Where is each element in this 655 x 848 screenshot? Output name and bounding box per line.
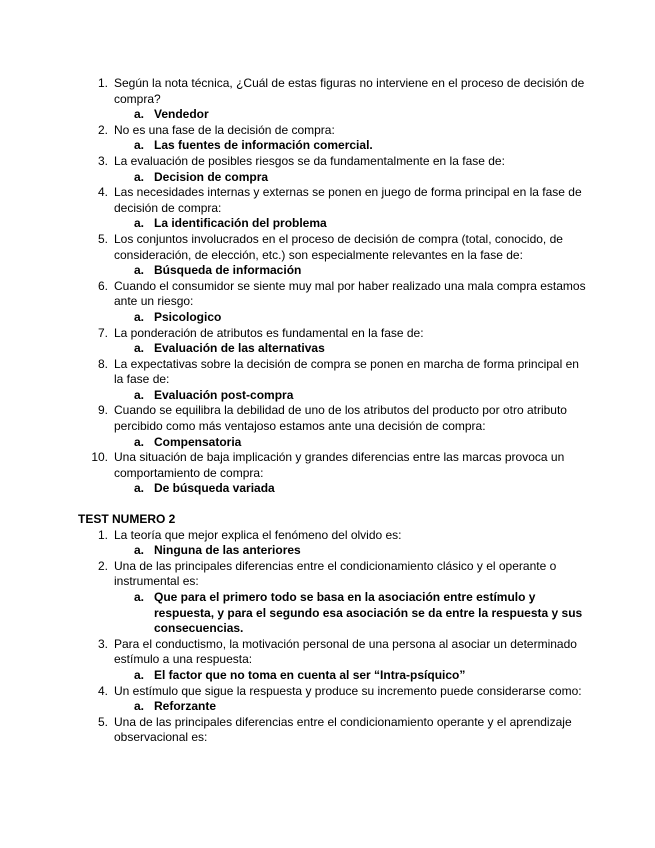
answer-item [114, 341, 588, 357]
question-number: 4. [97, 683, 108, 698]
test1-question-list [78, 76, 588, 497]
question-text: La ponderación de atributos es fundamental en la fase de: [114, 325, 424, 340]
question-number: 6. [97, 278, 108, 293]
answer-label: a. [134, 107, 145, 122]
question-text: No es una fase de la decisión de compra: [114, 122, 335, 137]
answer-text: Evaluación de las alternativas [154, 341, 325, 356]
answer-item [114, 107, 588, 123]
answer-item [114, 590, 588, 637]
question-number: 9. [97, 403, 108, 418]
question-text: La teoría que mejor explica el fenómeno del olvido es: [114, 527, 402, 542]
question-item [78, 326, 588, 357]
question-item [78, 76, 588, 123]
answer-label: a. [134, 263, 145, 278]
question-text: Los conjuntos involucrados en el proceso de decisión de compra (total, conocido, de consideración, de elección, etc.) son especialmente relevantes en la fase de: [114, 231, 563, 262]
answer-item [114, 138, 588, 154]
answer-label: a. [134, 434, 145, 449]
question-number: 2. [97, 558, 108, 573]
question-item [78, 684, 588, 715]
answer-text: Evaluación post-compra [154, 387, 294, 402]
question-item [78, 450, 588, 497]
answer-text: Las fuentes de información comercial. [154, 138, 373, 153]
question-item [78, 357, 588, 404]
answer-text: De búsqueda variada [154, 481, 275, 496]
question-number: 8. [97, 356, 108, 371]
answer-text: Decision de compra [154, 169, 269, 184]
answer-item [114, 170, 588, 186]
question-number: 5. [97, 231, 108, 246]
answer-label: a. [134, 387, 145, 402]
answer-item [114, 668, 588, 684]
question-item [78, 559, 588, 637]
answer-text: Compensatoria [154, 434, 242, 449]
answer-label: a. [134, 481, 145, 496]
answer-text: Psicologico [154, 309, 222, 324]
answer-text: Vendedor [154, 107, 209, 122]
question-text: Una situación de baja implicación y grandes diferencias entre las marcas provoca un comportamiento de compra: [114, 450, 565, 480]
document-content [78, 76, 588, 746]
question-item [78, 123, 588, 154]
question-text: Un estímulo que sigue la respuesta y produce su incremento puede considerarse como: [114, 683, 582, 698]
question-text: La evaluación de posibles riesgos se da fundamentalmente en la fase de: [114, 153, 505, 168]
answer-label: a. [134, 341, 145, 356]
question-text: La expectativas sobre la decisión de compra se ponen en marcha de forma principal en la fase de: [114, 356, 579, 387]
question-number: 1. [97, 76, 108, 90]
test2-question-list [78, 528, 588, 746]
answer-text: El factor que no toma en cuenta al ser “Intra-psíquico” [154, 667, 466, 682]
question-text: Según la nota técnica, ¿Cuál de estas figuras no interviene en el proceso de decisión de compra? [114, 76, 585, 106]
question-number: 3. [97, 153, 108, 168]
answer-text: Reforzante [154, 699, 217, 714]
answer-item [114, 388, 588, 404]
question-item [78, 279, 588, 326]
answer-label: a. [134, 699, 145, 714]
answer-text: Búsqueda de información [154, 263, 302, 278]
question-text: Una de las principales diferencias entre el condicionamiento clásico y el operante o instrumental es: [114, 558, 557, 589]
answer-text: Que para el primero todo se basa en la asociación entre estímulo y respuesta, y para el segundo esa asociación se da entre la respuesta y sus consecuencias. [154, 590, 583, 636]
section-title: TEST NUMERO 2 [78, 512, 176, 527]
answer-item [114, 310, 588, 326]
question-text: Para el conductismo, la motivación personal de una persona al asociar un determinado estímulo a una respuesta: [114, 636, 577, 667]
answer-label: a. [134, 138, 145, 153]
question-text: Las necesidades internas y externas se ponen en juego de forma principal en la fase de decisión de compra: [114, 185, 582, 215]
answer-label: a. [134, 169, 145, 184]
answer-text: La identificación del problema [154, 216, 327, 231]
question-item [78, 528, 588, 559]
question-number: 10. [91, 450, 108, 465]
question-number: 2. [97, 122, 108, 137]
question-number: 5. [97, 714, 108, 729]
question-number: 3. [97, 636, 108, 651]
section-spacer [78, 497, 588, 512]
question-text: Una de las principales diferencias entre el condicionamiento operante y el aprendizaje observacional es: [114, 714, 572, 745]
answer-text: Ninguna de las anteriores [154, 543, 301, 558]
answer-item [114, 481, 588, 497]
answer-item [114, 543, 588, 559]
question-item [78, 232, 588, 279]
answer-label: a. [134, 309, 145, 324]
answer-item [114, 216, 588, 232]
answer-item [114, 263, 588, 279]
question-item [78, 403, 588, 450]
question-text: Cuando se equilibra la debilidad de uno de los atributos del producto por otro atributo percibido como más ventajoso estamos ante una decisión de compra: [114, 403, 567, 434]
answer-label: a. [134, 667, 145, 682]
question-text: Cuando el consumidor se siente muy mal por haber realizado una mala compra estamos ante un riesgo: [114, 278, 586, 309]
answer-label: a. [134, 216, 145, 231]
answer-item [114, 699, 588, 715]
question-item [78, 637, 588, 684]
question-number: 4. [97, 185, 108, 200]
answer-item [114, 435, 588, 451]
answer-label: a. [134, 543, 145, 558]
question-number: 7. [97, 325, 108, 340]
question-item [78, 715, 588, 746]
question-item [78, 185, 588, 232]
answer-label: a. [134, 590, 145, 604]
question-number: 1. [97, 527, 108, 542]
question-item [78, 154, 588, 185]
